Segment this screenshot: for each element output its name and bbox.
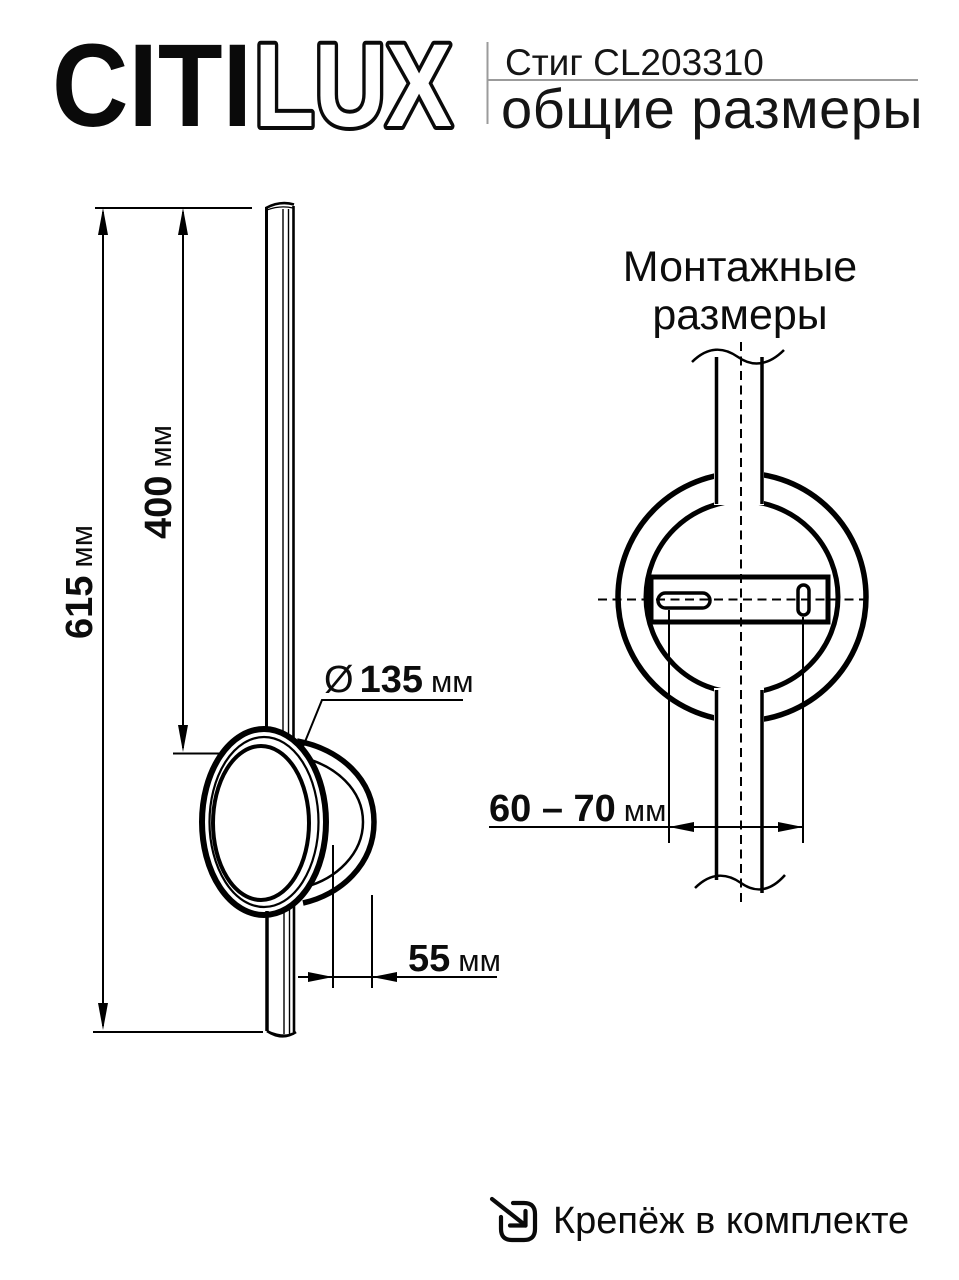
dimension-value: 135	[359, 659, 423, 701]
dimension-diameter	[324, 661, 474, 699]
diameter-symbol: Ø	[324, 659, 354, 701]
lamp-rod-lower	[267, 905, 296, 1036]
mounting-title	[623, 243, 857, 339]
lamp-disc	[202, 729, 374, 915]
arrow-into-box-icon	[492, 1199, 535, 1240]
dimension-unit: мм	[458, 943, 501, 978]
dimension-value: 55	[408, 938, 451, 980]
brand-logo-outline: LUX	[254, 20, 452, 152]
model-name: Стиг CL203310	[505, 42, 764, 83]
dimension-hole-spacing	[489, 790, 666, 828]
dimension-value: 615	[59, 575, 101, 640]
dimension-unit: мм	[623, 793, 667, 828]
dimension-depth	[408, 940, 501, 978]
mounting-title-line2: размеры	[652, 291, 828, 339]
sheet-subtitle: общие размеры	[501, 77, 924, 140]
overall-view	[93, 203, 497, 1036]
dimension-value: 400	[138, 475, 180, 540]
mounting-title-line1: Монтажные	[622, 243, 858, 291]
brand-logo	[52, 20, 452, 152]
brand-logo-solid: CITI	[52, 20, 252, 152]
dimension-total-height	[61, 525, 99, 639]
fasteners-note: Крепёж в комплекте	[553, 1200, 910, 1242]
dimension-unit: мм	[430, 664, 474, 699]
dimension-unit: мм	[143, 424, 178, 468]
lamp-rod-upper	[266, 203, 294, 741]
dimension-rod-height	[140, 425, 178, 539]
dimension-unit: мм	[64, 524, 99, 568]
dimension-value: 60 – 70	[489, 788, 616, 830]
